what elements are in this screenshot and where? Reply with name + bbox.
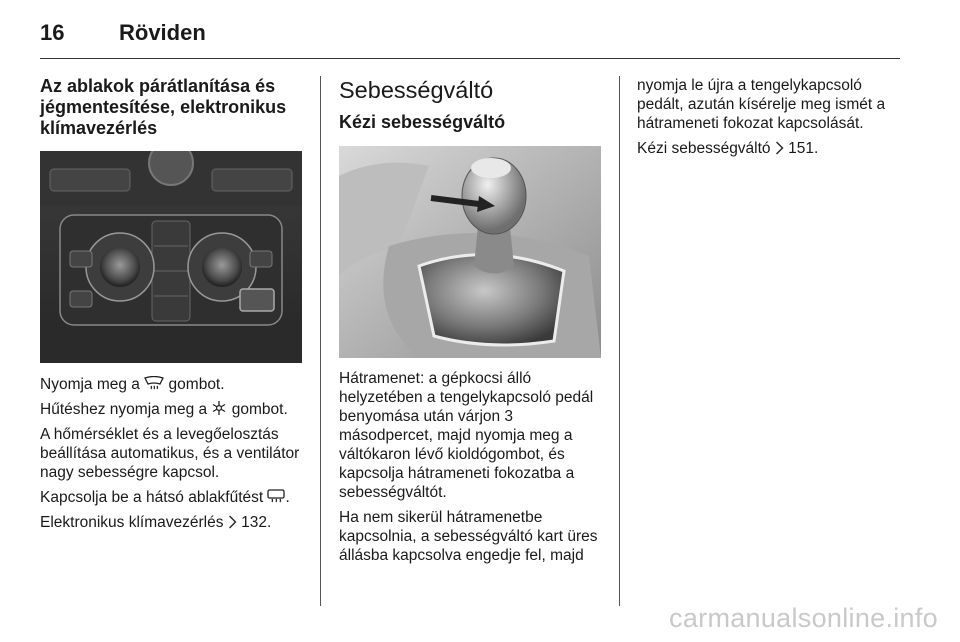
paragraph-transmission-reference: Kézi sebességváltó 151.	[637, 140, 819, 157]
section-heading-transmission: Sebességváltó	[339, 77, 494, 103]
column-divider-2	[619, 76, 620, 606]
climate-control-panel-image	[40, 151, 302, 363]
paragraph-reverse-gear: Hátramenet: a gépkocsi álló helyzetében a tengelykapcsoló pedál benyomása után várjon 3 másodpercet, majd nyomja meg a váltókaron lévő kioldógombot, és kapcsolja hátrameneti fokozatba a sebességváltót.	[339, 370, 594, 501]
windshield-defrost-icon	[144, 376, 164, 391]
column-left	[40, 76, 306, 538]
subheading-manual-transmission: Kézi sebességváltó	[339, 112, 506, 132]
gear-lever-image	[339, 146, 601, 358]
column-divider-1	[320, 76, 321, 606]
watermark: carmanualsonline.info	[669, 603, 938, 633]
ac-snowflake-icon	[211, 400, 227, 416]
paragraph-auto-settings: A hőmérséklet és a levegőelosztás beállítása automatikus, és a ventilátor nagy sebességre kapcsol.	[40, 426, 300, 481]
page-number: 16	[40, 20, 65, 45]
column-middle	[339, 76, 601, 571]
section-heading-climate: Az ablakok párátlanítása és jégmentesítése, elektronikus klímavezérlés	[40, 76, 287, 138]
paragraph-reverse-fail: Ha nem sikerül hátramenetbe kapcsolnia, a sebességváltó kart üres állásba kapcsolva engedje fel, majd	[339, 509, 598, 564]
page-header-title: Röviden	[119, 20, 206, 45]
paragraph-defrost: Nyomja meg a gombot.	[40, 376, 225, 393]
paragraph-rear-heat: Kapcsolja be a hátsó ablakfűtést .	[40, 489, 290, 506]
page-reference-arrow-icon	[775, 141, 784, 155]
paragraph-climate-reference: Elektronikus klímavezérlés 132.	[40, 514, 272, 531]
paragraph-cooling: Hűtéshez nyomja meg a gombot.	[40, 401, 288, 418]
paragraph-continued: nyomja le újra a tengelykapcsoló pedált, azután kísérelje meg ismét a hátrameneti fokozat kapcsolását.	[637, 77, 886, 132]
header-rule	[40, 58, 900, 59]
page-reference-arrow-icon	[228, 515, 237, 529]
column-right	[637, 76, 902, 164]
rear-window-heat-icon	[267, 489, 285, 504]
